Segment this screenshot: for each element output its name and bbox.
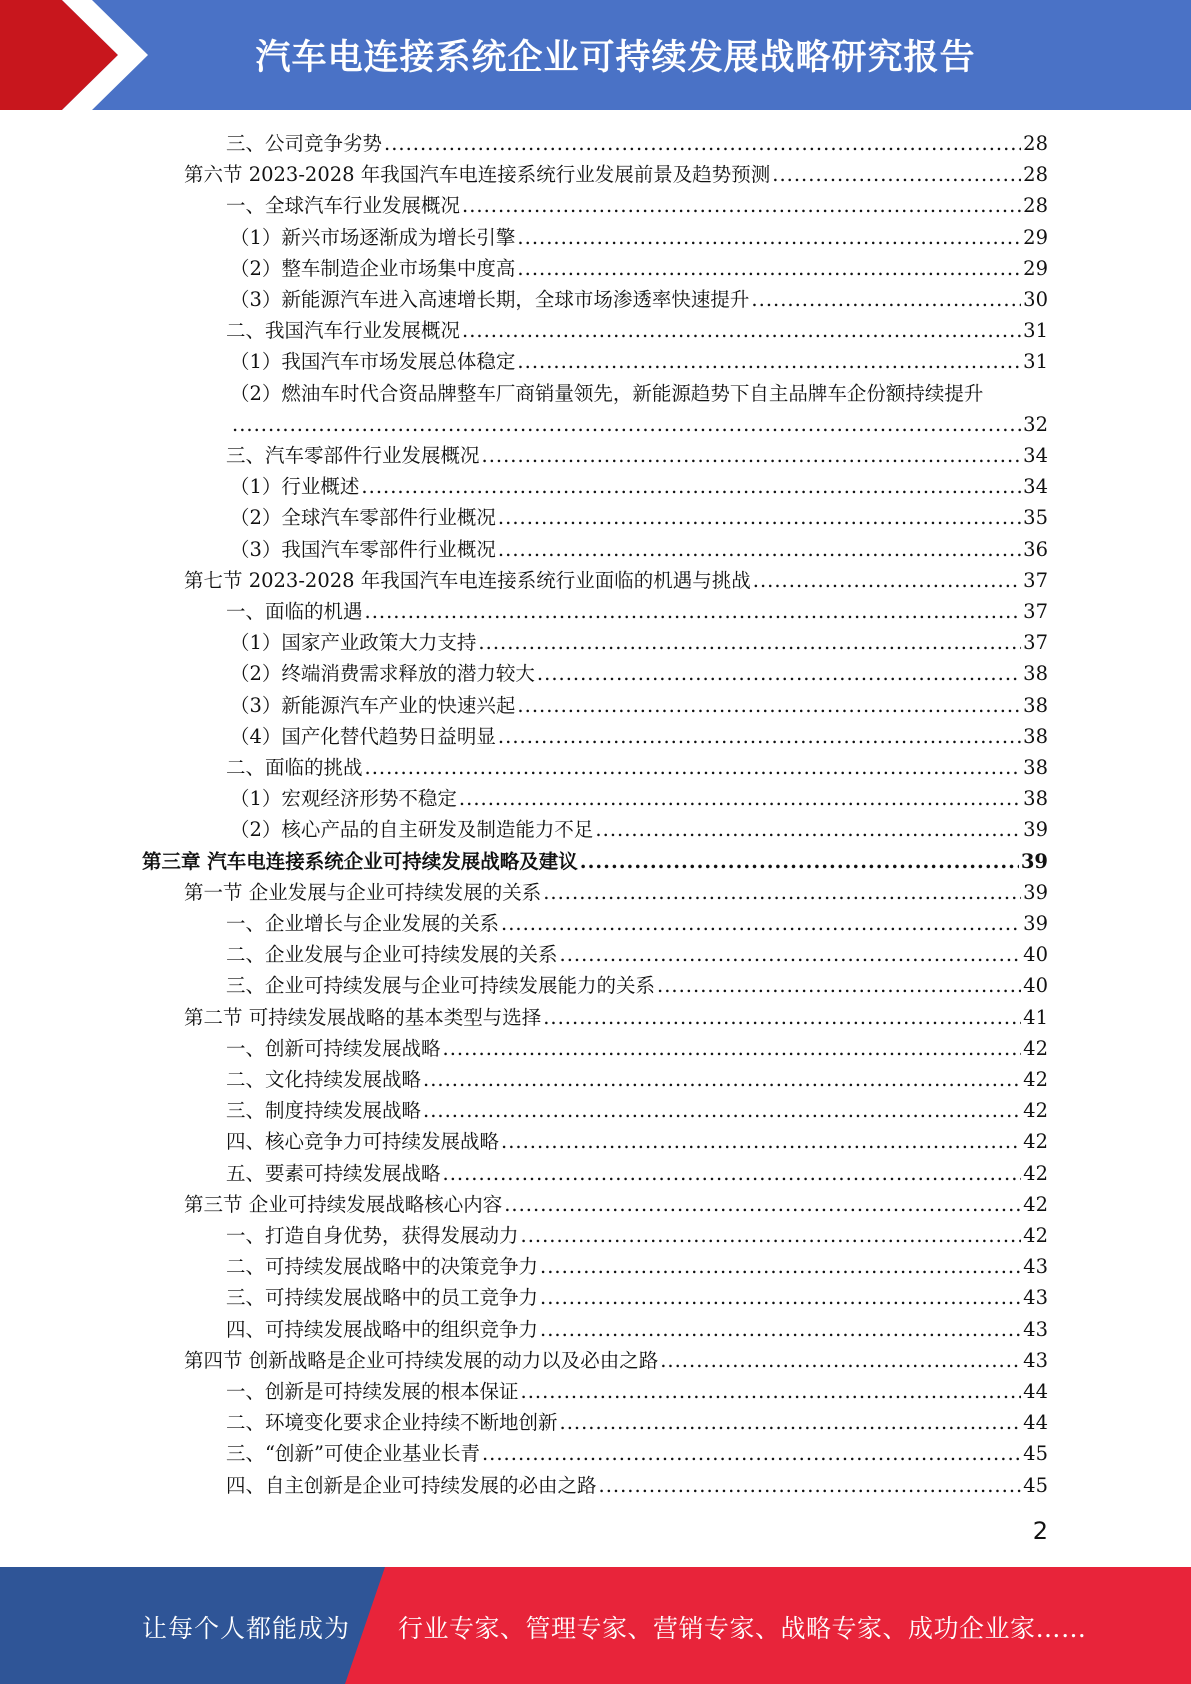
toc-entry-page: 37 bbox=[1023, 600, 1048, 623]
toc-entry-page: 45 bbox=[1023, 1473, 1048, 1497]
page-number: 2 bbox=[1032, 1517, 1048, 1545]
toc-entry[interactable] bbox=[0, 1002, 1191, 1033]
toc-entry[interactable] bbox=[0, 284, 1191, 315]
toc-leader-dots bbox=[560, 1407, 1022, 1438]
page-footer bbox=[0, 1567, 1191, 1684]
toc-entry[interactable] bbox=[0, 783, 1191, 814]
toc-entry-title: 三、企业可持续发展与企业可持续发展能力的关系 bbox=[226, 974, 656, 998]
toc-entry[interactable] bbox=[0, 471, 1191, 502]
toc-entry-page: 43 bbox=[1023, 1255, 1048, 1279]
toc-entry-title: 三、公司竞争劣势 bbox=[226, 132, 383, 155]
toc-leader-dots bbox=[521, 1220, 1022, 1251]
toc-entry-page: 42 bbox=[1023, 1068, 1048, 1091]
toc-leader-dots bbox=[543, 877, 1021, 908]
toc-entry-title: （2）核心产品的自主研发及制造能力不足 bbox=[230, 818, 594, 842]
toc-entry-title: 四、自主创新是企业可持续发展的必由之路 bbox=[226, 1473, 597, 1497]
toc-entry-page: 34 bbox=[1023, 475, 1048, 499]
toc-leader-dots bbox=[517, 690, 1021, 721]
toc-entry-page: 38 bbox=[1023, 787, 1048, 811]
toc-entry-page: 29 bbox=[1023, 256, 1048, 280]
toc-entry[interactable] bbox=[0, 1095, 1191, 1126]
toc-entry[interactable] bbox=[0, 502, 1191, 533]
toc-entry-title: 四、核心竞争力可持续发展战略 bbox=[226, 1130, 500, 1154]
toc-entry-title: 五、要素可持续发展战略 bbox=[226, 1161, 441, 1185]
toc-entry-title: 二、我国汽车行业发展概况 bbox=[226, 319, 461, 343]
toc-leader-dots bbox=[462, 190, 1021, 221]
toc-entry-title: 三、可持续发展战略中的员工竞争力 bbox=[226, 1286, 539, 1310]
toc-leader-dots bbox=[599, 1470, 1022, 1501]
toc-entry[interactable] bbox=[0, 627, 1191, 658]
toc-entry[interactable] bbox=[0, 346, 1191, 377]
footer-slogan-right: 行业专家、管理专家、营销专家、战略专家、成功企业家…… bbox=[398, 1614, 1087, 1643]
toc-leader-dots bbox=[517, 346, 1021, 377]
toc-entry-page: 38 bbox=[1023, 724, 1048, 748]
toc-entry-title: 二、文化持续发展战略 bbox=[226, 1068, 422, 1091]
toc-entry-title: 第二节 可持续发展战略的基本类型与选择 bbox=[184, 1005, 542, 1029]
toc-leader-dots bbox=[660, 1345, 1021, 1376]
toc-leader-dots bbox=[423, 1064, 1021, 1095]
toc-entry-title: 一、创新是可持续发展的根本保证 bbox=[226, 1380, 519, 1403]
toc-entry[interactable] bbox=[0, 970, 1191, 1001]
toc-entry-page: 30 bbox=[1023, 288, 1048, 311]
toc-leader-dots bbox=[482, 1438, 1021, 1469]
toc-entry-page: 42 bbox=[1023, 1099, 1048, 1123]
toc-entry-title: 四、可持续发展战略中的组织竞争力 bbox=[226, 1317, 539, 1341]
toc-entry-title: 第七节 2023-2028 年我国汽车电连接系统行业面临的机遇与挑战 bbox=[184, 568, 751, 592]
toc-entry-title: （2）燃油车时代合资品牌整车厂商销量领先，新能源趋势下自主品牌车企份额持续提升 bbox=[230, 381, 984, 405]
toc-leader-dots bbox=[365, 596, 1022, 627]
toc-entry[interactable] bbox=[0, 222, 1191, 253]
toc-leader-dots bbox=[423, 1095, 1021, 1126]
toc-entry-title: （1）行业概述 bbox=[230, 475, 360, 499]
toc-leader-dots bbox=[361, 471, 1021, 502]
toc-leader-dots bbox=[521, 1376, 1022, 1407]
toc-entry-page: 36 bbox=[1023, 537, 1048, 561]
toc-entry[interactable] bbox=[0, 1282, 1191, 1313]
toc-entry-title: 第一节 企业发展与企业可持续发展的关系 bbox=[184, 880, 542, 904]
toc-leader-dots bbox=[478, 627, 1021, 658]
toc-entry-title: 一、打造自身优势，获得发展动力 bbox=[226, 1224, 519, 1247]
toc-entry[interactable] bbox=[0, 378, 1191, 440]
toc-entry-title: 二、面临的挑战 bbox=[226, 756, 363, 779]
toc-entry-title: 第三章 汽车电连接系统企业可持续发展战略及建议 bbox=[142, 849, 578, 873]
toc-entry[interactable] bbox=[0, 690, 1191, 721]
toc-entry-page: 42 bbox=[1023, 1161, 1048, 1185]
toc-entry-title: （3）新能源汽车进入高速增长期，全球市场渗透率快速提升 bbox=[230, 288, 750, 311]
toc-entry-page: 42 bbox=[1023, 1130, 1048, 1154]
toc-leader-dots bbox=[580, 846, 1019, 877]
toc-entry-page: 38 bbox=[1023, 662, 1048, 686]
toc-entry-page: 39 bbox=[1023, 818, 1048, 842]
toc-entry-page: 34 bbox=[1023, 444, 1048, 467]
toc-entry-title: 一、全球汽车行业发展概况 bbox=[226, 194, 461, 218]
toc-entry[interactable] bbox=[0, 1158, 1191, 1189]
toc-entry-page: 41 bbox=[1023, 1005, 1048, 1029]
toc-leader-dots bbox=[595, 814, 1021, 845]
toc-entry-page: 28 bbox=[1023, 194, 1048, 218]
toc-leader-dots bbox=[540, 1282, 1021, 1313]
toc-leader-dots bbox=[443, 1158, 1022, 1189]
toc-entry-page: 42 bbox=[1023, 1224, 1048, 1247]
toc-entry[interactable] bbox=[0, 440, 1191, 471]
toc-entry[interactable] bbox=[0, 877, 1191, 908]
toc-entry-title: （3）新能源汽车产业的快速兴起 bbox=[230, 693, 516, 717]
toc-entry-title: 第三节 企业可持续发展战略核心内容 bbox=[184, 1192, 503, 1216]
toc-leader-dots bbox=[753, 565, 1021, 596]
toc-entry[interactable] bbox=[0, 565, 1191, 596]
toc-leader-dots bbox=[501, 908, 1021, 939]
toc-entry-page: 45 bbox=[1023, 1442, 1048, 1466]
toc-leader-dots bbox=[772, 159, 1021, 190]
toc-entry[interactable] bbox=[0, 534, 1191, 565]
toc-entry[interactable] bbox=[0, 1407, 1191, 1438]
toc-entry-page: 35 bbox=[1023, 506, 1048, 530]
toc-entry[interactable] bbox=[0, 1470, 1191, 1501]
toc-entry-title: （3）我国汽车零部件行业概况 bbox=[230, 537, 496, 561]
toc-entry-page: 40 bbox=[1023, 943, 1048, 967]
toc-entry-title: （1）新兴市场逐渐成为增长引擎 bbox=[230, 225, 516, 249]
toc-entry-page: 39 bbox=[1023, 912, 1048, 935]
toc-entry-title: 一、创新可持续发展战略 bbox=[226, 1036, 441, 1060]
toc-leader-dots bbox=[560, 939, 1022, 970]
toc-entry-page: 42 bbox=[1023, 1192, 1048, 1216]
toc-leader-dots bbox=[443, 1033, 1022, 1064]
toc-entry[interactable] bbox=[0, 596, 1191, 627]
toc-entry[interactable] bbox=[0, 128, 1191, 159]
toc-entry[interactable] bbox=[0, 159, 1191, 190]
toc-leader-dots bbox=[459, 783, 1021, 814]
toc-leader-dots bbox=[232, 409, 1021, 440]
toc-leader-dots bbox=[498, 502, 1021, 533]
toc-entry-page: 31 bbox=[1023, 319, 1048, 343]
toc-entry-title: （2）终端消费需求释放的潜力较大 bbox=[230, 662, 535, 686]
toc-entry-title: 三、“创新”可使企业基业长青 bbox=[226, 1442, 480, 1466]
toc-entry-page: 29 bbox=[1023, 225, 1048, 249]
toc-entry-title: 二、可持续发展战略中的决策竞争力 bbox=[226, 1255, 539, 1279]
toc-entry-page: 44 bbox=[1023, 1411, 1048, 1435]
toc-entry[interactable] bbox=[0, 1189, 1191, 1220]
toc-entry-title: （1）我国汽车市场发展总体稳定 bbox=[230, 350, 516, 374]
toc-entry[interactable] bbox=[0, 846, 1191, 877]
toc-entry[interactable] bbox=[0, 1438, 1191, 1469]
toc-entry[interactable] bbox=[0, 908, 1191, 939]
toc-entry[interactable] bbox=[0, 1220, 1191, 1251]
toc-entry[interactable] bbox=[0, 658, 1191, 689]
toc-entry-title: 第四节 创新战略是企业可持续发展的动力以及必由之路 bbox=[184, 1348, 659, 1372]
toc-entry-page: 38 bbox=[1023, 693, 1048, 717]
toc-entry-title: （2）全球汽车零部件行业概况 bbox=[230, 506, 496, 530]
toc-entry[interactable] bbox=[0, 190, 1191, 221]
toc-leader-dots bbox=[498, 721, 1021, 752]
toc-entry[interactable] bbox=[0, 315, 1191, 346]
toc-leader-dots bbox=[462, 315, 1021, 346]
toc-leader-dots bbox=[540, 1251, 1021, 1282]
toc-entry-page: 31 bbox=[1023, 350, 1048, 374]
toc-leader-dots bbox=[751, 284, 1021, 315]
toc-entry[interactable] bbox=[0, 1251, 1191, 1282]
toc-entry-page: 42 bbox=[1023, 1036, 1048, 1060]
toc-entry-title: （4）国产化替代趋势日益明显 bbox=[230, 724, 496, 748]
toc-entry-page: 40 bbox=[1023, 974, 1048, 998]
toc-entry[interactable] bbox=[0, 253, 1191, 284]
toc-entry[interactable] bbox=[0, 1126, 1191, 1157]
report-title: 汽车电连接系统企业可持续发展战略研究报告 bbox=[255, 38, 976, 78]
toc-entry[interactable] bbox=[0, 814, 1191, 845]
toc-leader-dots bbox=[540, 1314, 1021, 1345]
toc-leader-dots bbox=[365, 752, 1022, 783]
toc-entry-page: 32 bbox=[1023, 412, 1048, 436]
toc-entry-page: 39 bbox=[1020, 849, 1048, 873]
toc-leader-dots bbox=[501, 1126, 1021, 1157]
toc-entry[interactable] bbox=[0, 1314, 1191, 1345]
toc-leader-dots bbox=[543, 1002, 1021, 1033]
toc-leader-dots bbox=[657, 970, 1021, 1001]
footer-slogan-left: 让每个人都能成为 bbox=[142, 1614, 351, 1643]
toc-leader-dots bbox=[498, 534, 1021, 565]
toc-entry-title: 二、企业发展与企业可持续发展的关系 bbox=[226, 943, 558, 967]
toc-entry-title: 二、环境变化要求企业持续不断地创新 bbox=[226, 1411, 558, 1435]
toc-entry[interactable] bbox=[0, 1345, 1191, 1376]
toc-entry-page: 43 bbox=[1023, 1348, 1048, 1372]
toc-entry-page: 38 bbox=[1023, 756, 1048, 779]
toc-entry-title: 三、制度持续发展战略 bbox=[226, 1099, 422, 1123]
toc-entry-page: 28 bbox=[1023, 132, 1048, 155]
toc-entry-page: 44 bbox=[1023, 1380, 1048, 1403]
toc-entry[interactable] bbox=[0, 752, 1191, 783]
toc-leader-dots bbox=[504, 1189, 1021, 1220]
toc-entry-page: 37 bbox=[1023, 631, 1048, 655]
toc-leader-dots bbox=[517, 222, 1021, 253]
toc-entry-title: （1）国家产业政策大力支持 bbox=[230, 631, 477, 655]
toc-entry-page: 43 bbox=[1023, 1286, 1048, 1310]
toc-leader-dots bbox=[384, 128, 1021, 159]
toc-entry-page: 39 bbox=[1023, 880, 1048, 904]
toc-leader-dots bbox=[537, 658, 1021, 689]
toc-entry-title: 第六节 2023-2028 年我国汽车电连接系统行业发展前景及趋势预测 bbox=[184, 163, 771, 187]
toc-leader-dots bbox=[517, 253, 1021, 284]
toc-entry-title: （1）宏观经济形势不稳定 bbox=[230, 787, 457, 811]
toc-entry[interactable] bbox=[0, 1033, 1191, 1064]
report-header bbox=[0, 0, 1191, 110]
toc-leader-dots bbox=[482, 440, 1022, 471]
toc-entry[interactable] bbox=[0, 1376, 1191, 1407]
toc-entry-page: 28 bbox=[1023, 163, 1048, 187]
toc-entry[interactable] bbox=[0, 721, 1191, 752]
toc-entry-title: （2）整车制造企业市场集中度高 bbox=[230, 256, 516, 280]
toc-entry-title: 一、企业增长与企业发展的关系 bbox=[226, 912, 500, 935]
toc-entry-page: 43 bbox=[1023, 1317, 1048, 1341]
toc-entry[interactable] bbox=[0, 1064, 1191, 1095]
toc-entry-title: 一、面临的机遇 bbox=[226, 600, 363, 623]
toc-entry-page: 37 bbox=[1023, 568, 1048, 592]
toc-entry-title: 三、汽车零部件行业发展概况 bbox=[226, 444, 480, 467]
toc-entry[interactable] bbox=[0, 939, 1191, 970]
